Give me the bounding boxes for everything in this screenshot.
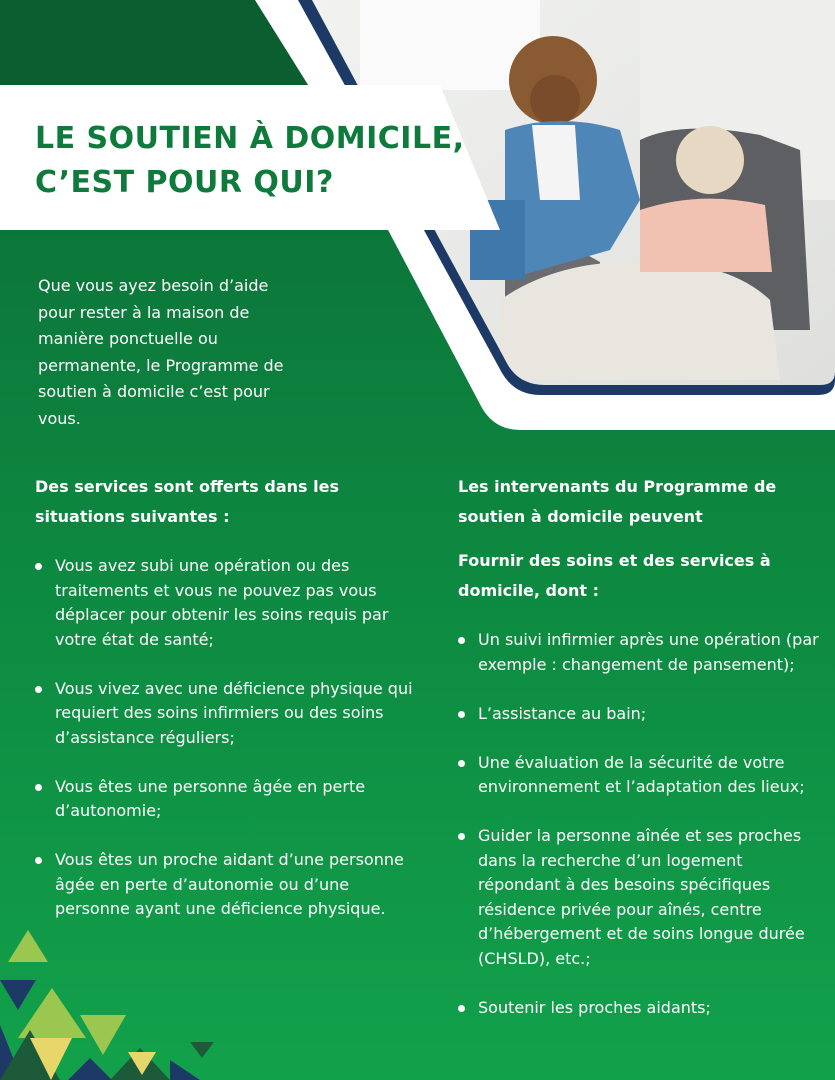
list-item: Une évaluation de la sécurité de votre environnement et l’adaptation des lieux;	[458, 751, 823, 800]
list-item: Vous vivez avec une déficience physique qui requiert des soins infirmiers ou des soins d’assistance réguliers;	[35, 677, 425, 751]
list-item: L’assistance au bain;	[458, 702, 823, 727]
page-title	[35, 117, 475, 205]
section-subheading-right: Fournir des soins et des services à domicile, dont :	[458, 551, 771, 600]
situations-list	[35, 554, 425, 922]
services-list	[458, 628, 823, 1020]
intro-paragraph: Que vous ayez besoin d’aide pour rester à la maison de manière ponctuelle ou permanente, le Programme de soutien à domicile c’est pour vous.	[38, 276, 284, 428]
intervenants-section	[458, 472, 823, 1045]
list-item: Un suivi infirmier après une opération (par exemple : changement de pansement);	[458, 628, 823, 677]
decorative-triangles	[0, 930, 230, 1080]
list-item: Vous avez subi une opération ou des traitements et vous ne pouvez pas vous déplacer pour obtenir les soins requis par votre état de santé;	[35, 554, 425, 652]
list-item: Vous êtes une personne âgée en perte d’autonomie;	[35, 775, 425, 824]
services-situations-section	[35, 472, 425, 946]
list-item: Guider la personne aînée et ses proches dans la recherche d’un logement répondant à des besoins spécifiques résidence privée pour aînés, centre d’hébergement et de soins longue durée (CHSLD), etc.;	[458, 824, 823, 971]
title-line-2: C’EST POUR QUI?	[35, 165, 334, 200]
list-item: Vous êtes un proche aidant d’une personne âgée en perte d’autonomie ou d’une personne ayant une déficience physique.	[35, 848, 425, 922]
title-line-1: LE SOUTIEN À DOMICILE,	[35, 121, 465, 156]
list-item: Soutenir les proches aidants;	[458, 996, 823, 1021]
section-heading-right: Les intervenants du Programme de soutien à domicile peuvent	[458, 477, 777, 526]
section-heading-left: Des services sont offerts dans les situations suivantes :	[35, 477, 339, 526]
